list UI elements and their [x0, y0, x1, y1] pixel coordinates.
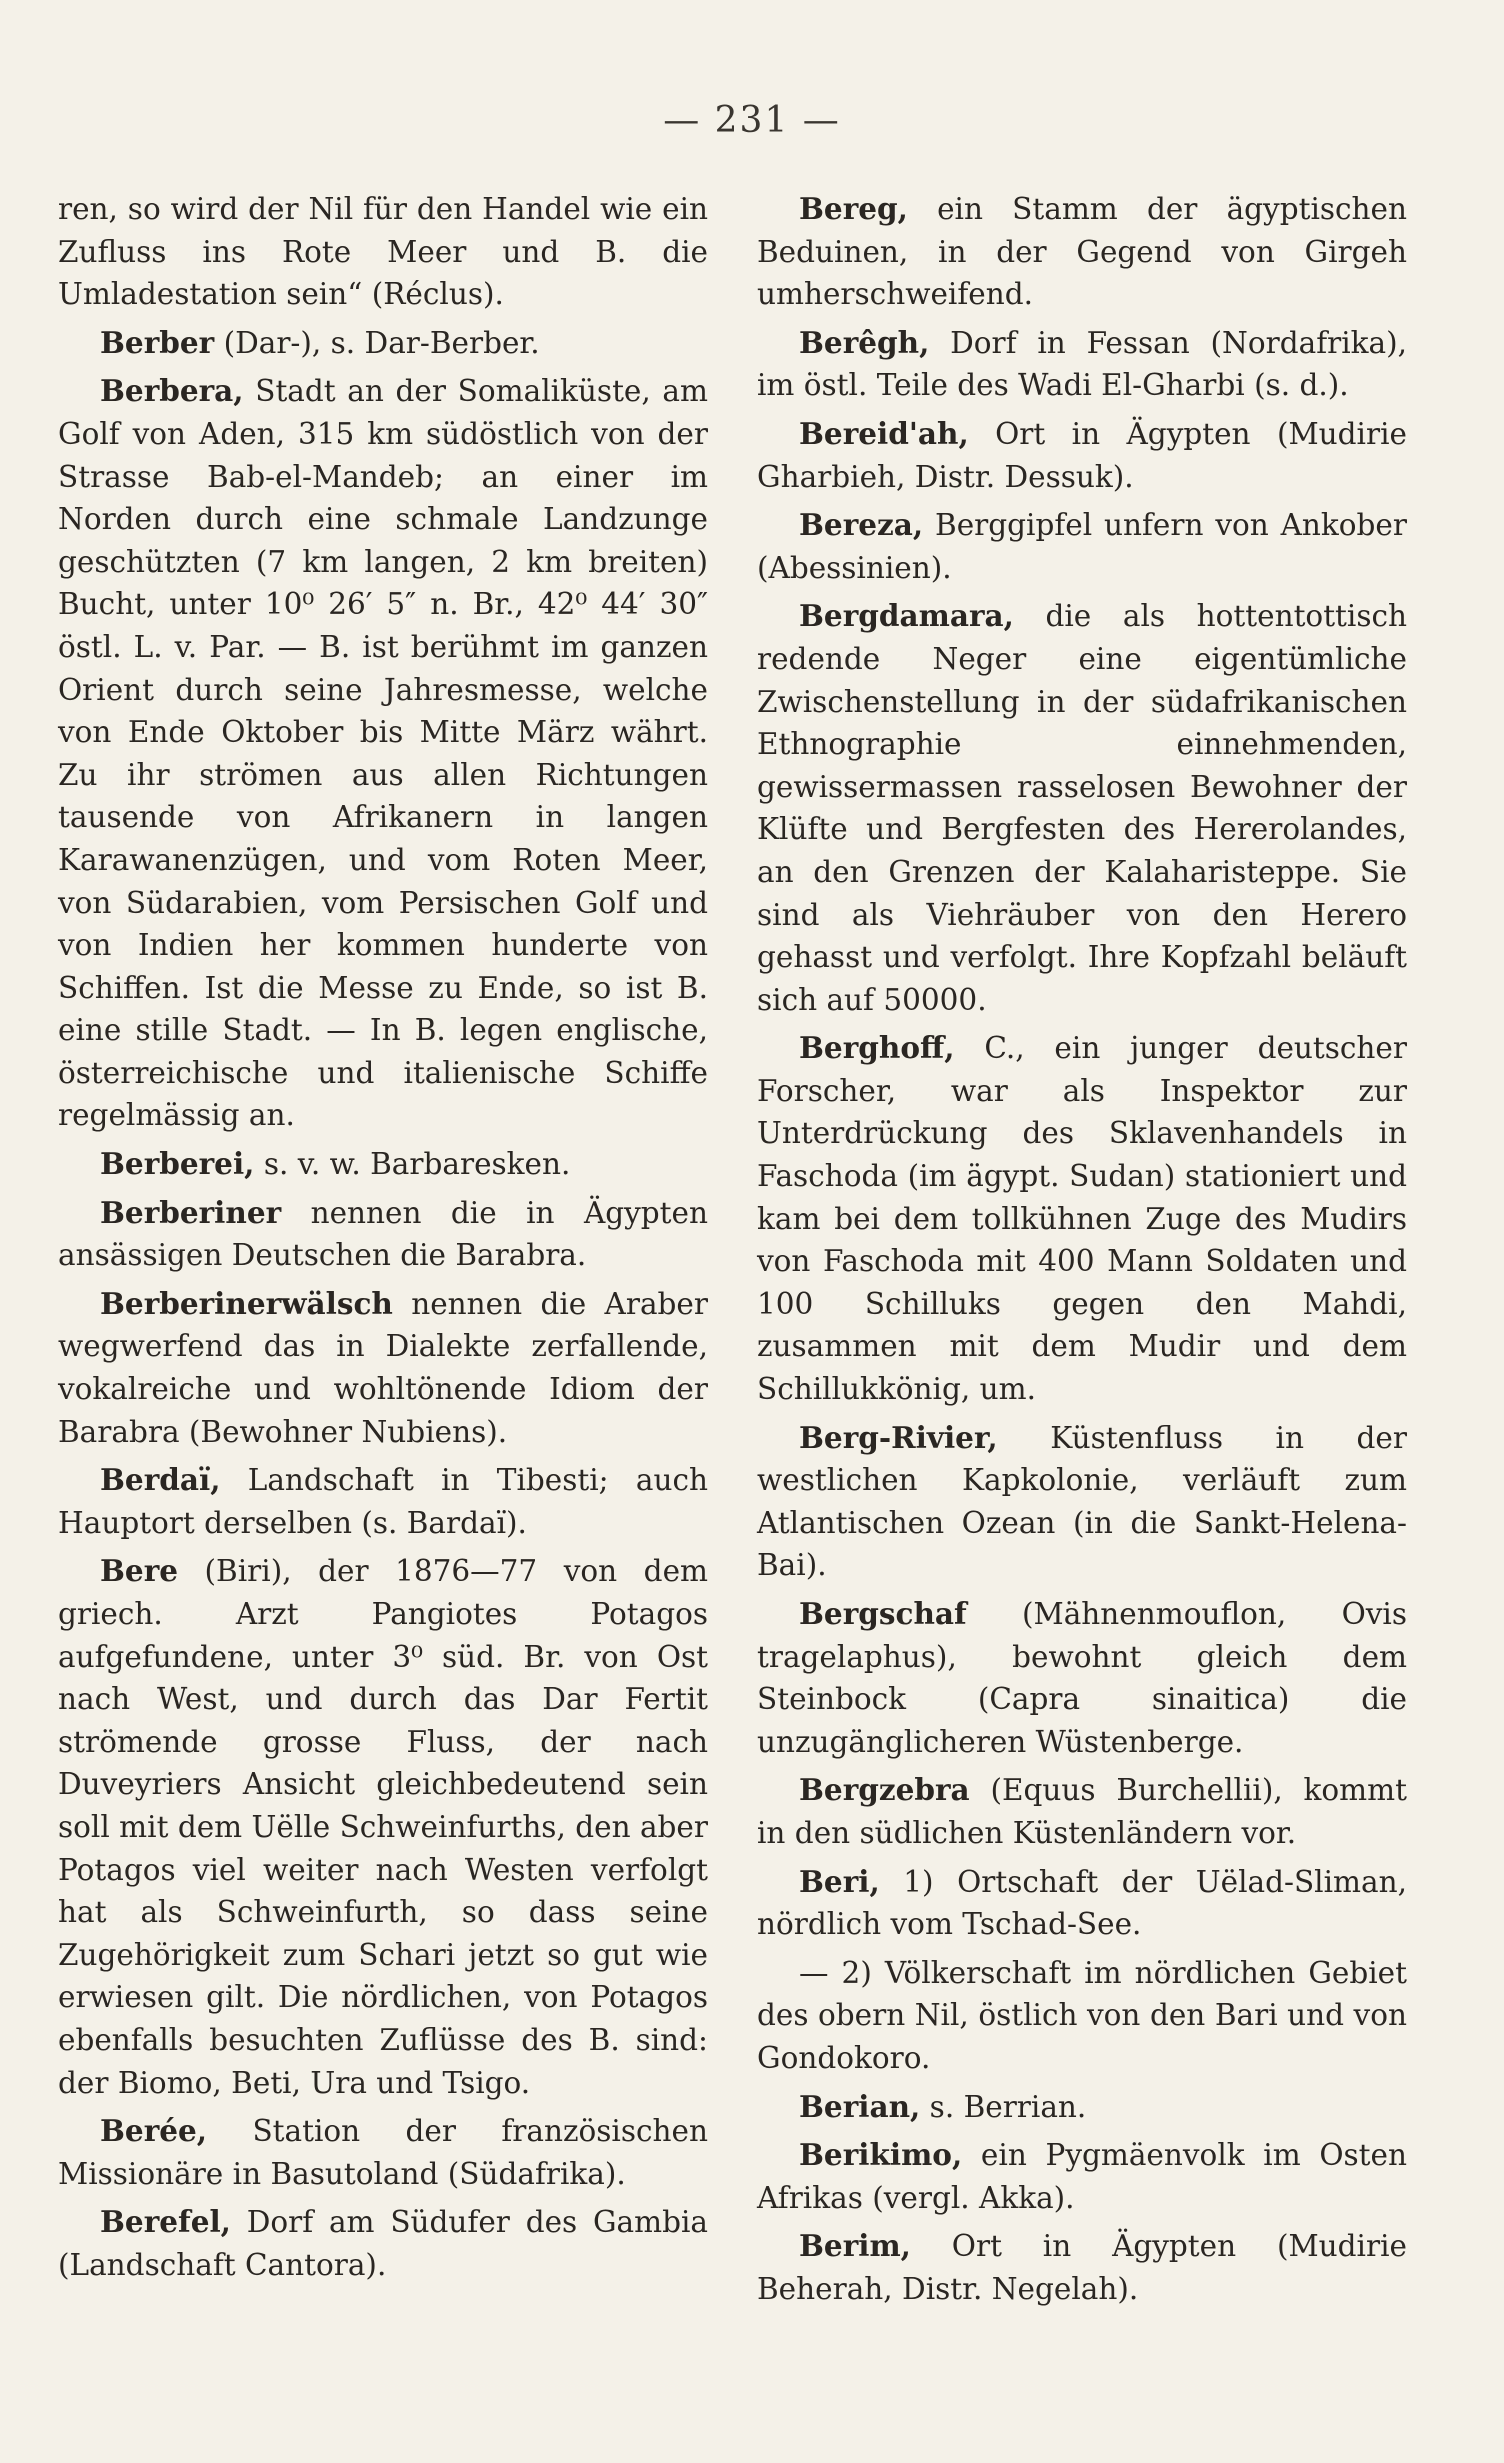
headword: Bergzebra — [799, 1772, 970, 1808]
entry-text: Stadt an der Somaliküste, am Golf von Aden, 315 km südöstlich von der Strasse Bab-el-Mandeb; an einer im Norden durch eine schmale Landzunge geschützten (7 km langen, 2 km breiten) Bucht, unter 10⁰ 26′ 5″ n. Br., 42⁰ 44′ 30″ östl. L. v. Par. — B. ist berühmt im ganzen Orient durch seine Jahresmesse, welche von Ende Oktober bis Mitte März währt. Zu ihr strömen aus allen Richtungen tausende von Afrikanern in langen Karawanenzügen, und vom Roten Meer, von Südarabien, vom Persischen Golf und von Indien her kommen hunderte von Schiffen. Ist die Messe zu Ende, so ist B. eine stille Stadt. — In B. legen englische, österreichische und italienische Schiffe regelmässig an. — [58, 374, 708, 1133]
entry — [58, 2201, 708, 2286]
entry — [58, 1550, 708, 2104]
entry — [757, 2086, 1407, 2129]
entry — [757, 595, 1407, 1021]
headword: Berberei, — [100, 1146, 255, 1182]
headword: Berbera, — [100, 373, 244, 409]
entry — [757, 2225, 1407, 2310]
entry-text: ren, so wird der Nil für den Handel wie ein Zufluss ins Rote Meer und B. die Umladestation sein“ (Réclus). — [58, 192, 708, 312]
entry — [757, 1417, 1407, 1587]
headword: Berber — [100, 324, 215, 360]
page-number: — 231 — — [663, 100, 841, 141]
headword: Berdaï, — [100, 1462, 221, 1498]
entry-text: Berggipfel unfern von Ankober (Abessinien). — [757, 508, 1407, 585]
entry-text: (Dar-), s. Dar-Berber. — [214, 325, 540, 360]
headword: Berikimo, — [799, 2137, 963, 2173]
entry-text: 1) Ortschaft der Uëlad-Sliman, nördlich vom Tschad-See. — [757, 1864, 1407, 1942]
entry — [757, 322, 1407, 407]
entry — [757, 1027, 1407, 1410]
entry-text: (Biri), der 1876—77 von dem griech. Arzt Pangiotes Potagos aufgefundene, unter 3⁰ süd. Br. von Ost nach West, und durch das Dar Fertit strömende grosse Fluss, der nach Duveyriers Ansicht gleichbedeutend sein soll mit dem Uëlle Schweinfurths, den aber Potagos viel weiter nach Westen verfolgt hat als Schweinfurth, so dass seine Zugehörigkeit zum Schari jetzt so gut wie erwiesen gilt. Die nördlichen, von Potagos ebenfalls besuchten Zuflüsse des B. sind: der Biomo, Beti, Ura und Tsigo. — [58, 1554, 708, 2100]
entry — [757, 1861, 1407, 1946]
entry-text: Landschaft in Tibesti; auch Hauptort derselben (s. Bardaï). — [58, 1463, 708, 1540]
entry — [757, 504, 1407, 589]
headword: Beri, — [799, 1863, 880, 1899]
entry — [757, 2134, 1407, 2219]
entry-text: Dorf in Fessan (Nordafrika), im östl. Teile des Wadi El-Gharbi (s. d.). — [757, 325, 1407, 403]
headword: Berefel, — [100, 2204, 231, 2240]
entry-text: nennen die in Ägypten ansässigen Deutschen die Barabra. — [58, 1195, 708, 1273]
entry-text: Station der französischen Missionäre in Basutoland (Südafrika). — [58, 2114, 708, 2191]
entry-text: Ort in Ägypten (Mudirie Beherah, Distr. Negelah). — [757, 2229, 1407, 2306]
headword: Berberiner — [100, 1194, 282, 1230]
entry — [58, 188, 708, 316]
entry — [757, 188, 1407, 316]
headword: Bere — [100, 1553, 179, 1589]
entry — [757, 1769, 1407, 1854]
left-column — [58, 188, 708, 2293]
entry-text: (Equus Burchellii), kommt in den südlichen Küstenländern vor. — [757, 1773, 1407, 1850]
right-column — [757, 188, 1407, 2317]
entry-text: C., ein junger deutscher Forscher, war als Inspektor zur Unterdrückung des Sklavenhandels in Faschoda (im ägypt. Sudan) stationiert und kam bei dem tollkühnen Zuge des Mudirs von Faschoda mit 400 Mann Soldaten und 100 Schilluks gegen den Mahdi, zusammen mit dem Mudir und dem Schillukkönig, um. — [757, 1031, 1407, 1407]
entry-text: ein Pygmäenvolk im Osten Afrikas (vergl. Akka). — [757, 2138, 1407, 2215]
entry-text: Küstenfluss in der westlichen Kapkolonie, verläuft zum Atlantischen Ozean (in die Sankt-Helena-Bai). — [757, 1420, 1407, 1583]
headword: Bergdamara, — [799, 598, 1014, 634]
entry-text: ein Stamm der ägyptischen Beduinen, in der Gegend von Girgeh umherschweifend. — [757, 192, 1407, 312]
headword: Berée, — [100, 2113, 208, 2149]
headword: Berim, — [799, 2228, 911, 2264]
headword: Berg-Rivier, — [799, 1419, 998, 1455]
entry — [58, 2110, 708, 2195]
headword: Berghoff, — [799, 1030, 955, 1066]
entry-text: die als hottentottisch redende Neger eine eigentümliche Zwischenstellung in der südafrikanischen Ethnographie einnehmenden, gewissermassen rasselosen Bewohner der Klüfte und Bergfesten des Hererolandes, an den Grenzen der Kalaharisteppe. Sie sind als Viehräuber von den Herero gehasst und verfolgt. Ihre Kopfzahl beläuft sich auf 50000. — [757, 599, 1407, 1017]
entry-text: Dorf am Südufer des Gambia (Landschaft Cantora). — [58, 2205, 708, 2282]
entry — [757, 1952, 1407, 2080]
entry-text: nennen die Araber wegwerfend das in Dialekte zerfallende, vokalreiche und wohltönende Idiom der Barabra (Bewohner Nubiens). — [58, 1286, 708, 1449]
entry — [58, 322, 708, 365]
headword: Berian, — [799, 2088, 921, 2124]
entry — [58, 1192, 708, 1277]
entry-text: — 2) Völkerschaft im nördlichen Gebiet des obern Nil, östlich von den Bari und von Gondokoro. — [757, 1955, 1407, 2075]
headword: Bereid'ah, — [799, 415, 969, 451]
headword: Berberinerwälsch — [100, 1285, 393, 1321]
entry — [58, 370, 708, 1137]
headword: Bereza, — [799, 507, 924, 543]
entry-text: s. v. w. Barbaresken. — [254, 1147, 571, 1182]
entry — [58, 1283, 708, 1453]
headword: Berêgh, — [799, 324, 930, 360]
entry — [58, 1143, 708, 1186]
headword: Bergschaf — [799, 1596, 967, 1631]
entry-text: Ort in Ägypten (Mudirie Gharbieh, Distr. Dessuk). — [757, 416, 1407, 494]
entry-text: s. Berrian. — [920, 2089, 1087, 2124]
entry-text: (Mähnenmouflon, Ovis tragelaphus), bewohnt gleich dem Steinbock (Capra sinaitica) die unzugänglicheren Wüstenberge. — [757, 1597, 1407, 1759]
headword: Bereg, — [799, 191, 908, 226]
entry — [757, 1593, 1407, 1763]
entry — [58, 1459, 708, 1544]
entry — [757, 413, 1407, 498]
